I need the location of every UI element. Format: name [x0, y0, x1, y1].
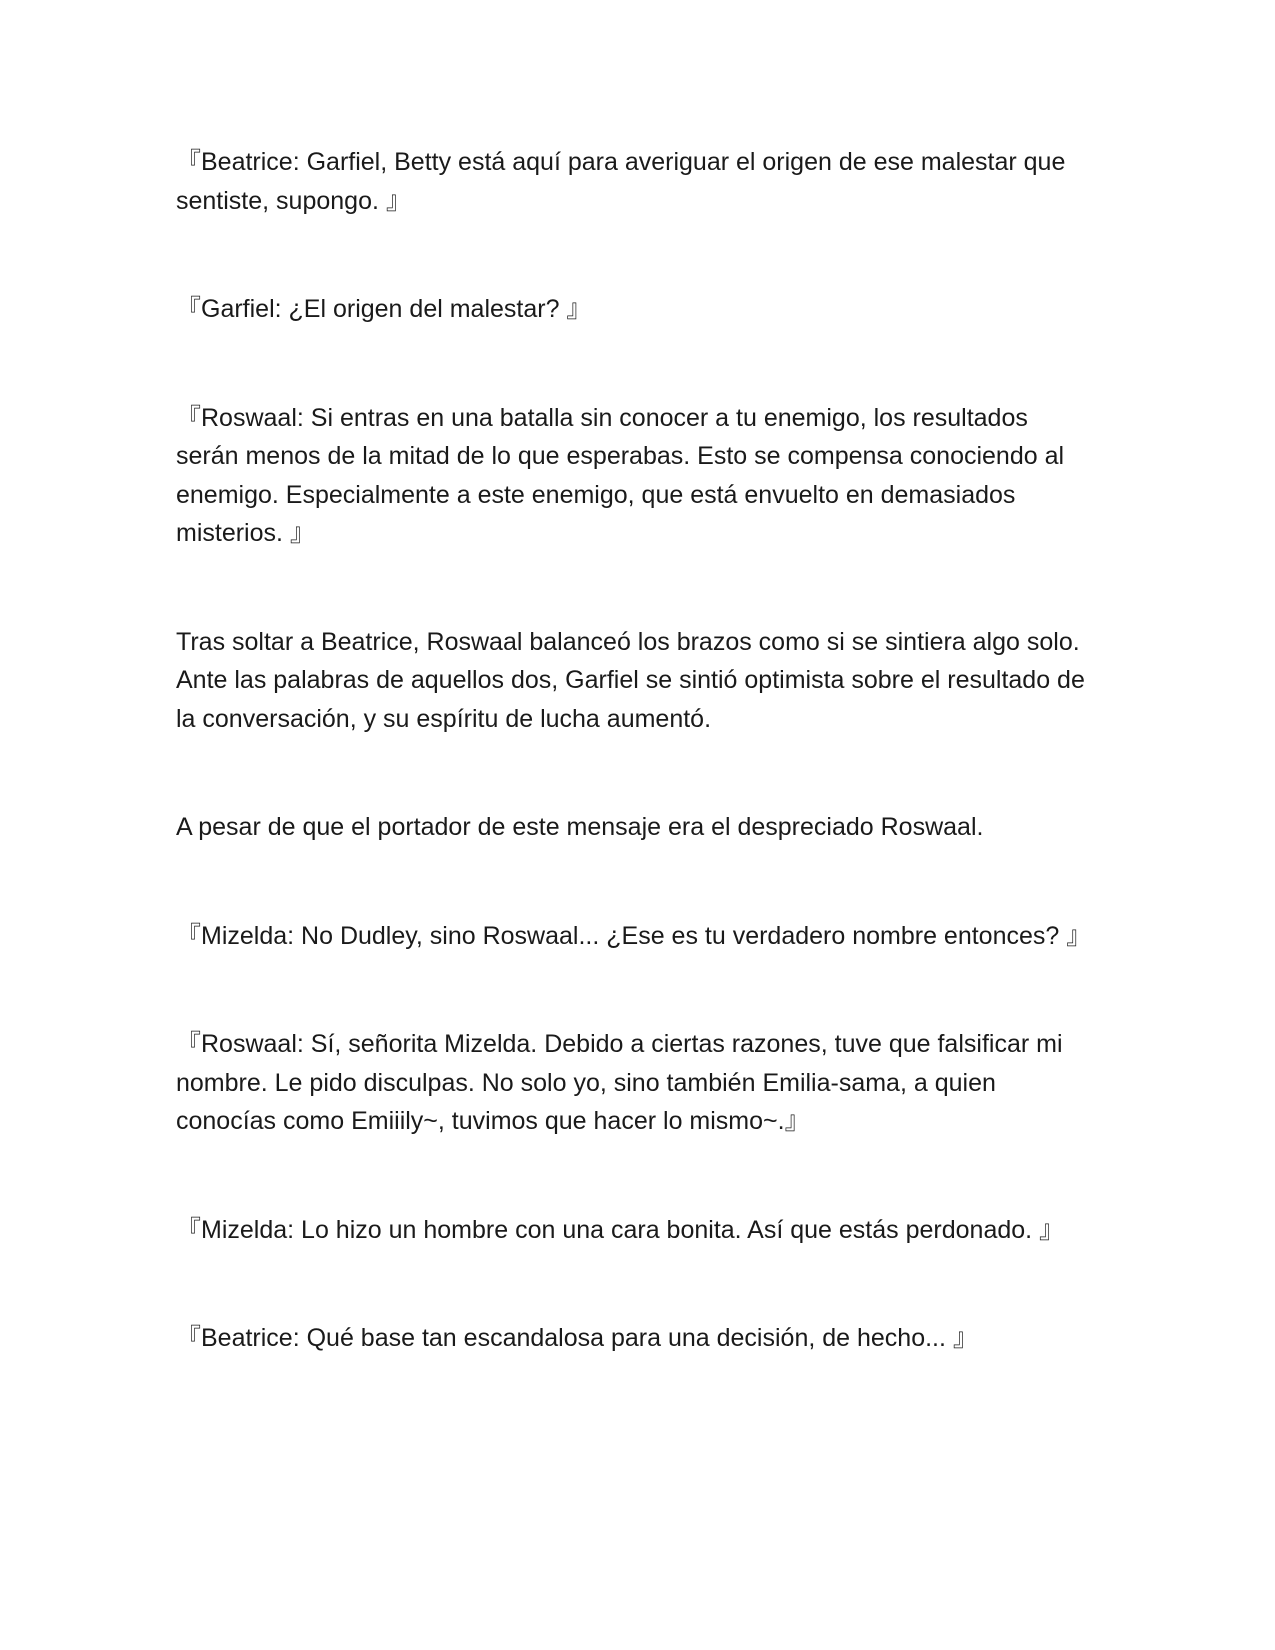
document-body	[176, 143, 1096, 1428]
narration-paragraph-2: A pesar de que el portador de este mensaje era el despreciado Roswaal.	[176, 813, 984, 841]
dialogue-paragraph-roswaal-2: 『Roswaal: Sí, señorita Mizelda. Debido a ciertas razones, tuve que falsificar mi nombre. Le pido disculpas. No solo yo, sino también Emilia-sama, a quien conocías como Emiiily~, tuvimos que hacer lo mismo~.』	[176, 1030, 1070, 1135]
dialogue-paragraph-beatrice-1: 『Beatrice: Garfiel, Betty está aquí para averiguar el origen de ese malestar que sentiste, supongo. 』	[176, 148, 1073, 215]
dialogue-paragraph-mizelda-1: 『Mizelda: No Dudley, sino Roswaal... ¿Ese es tu verdadero nombre entonces? 』	[176, 921, 1092, 950]
narration-paragraph-1: Tras soltar a Beatrice, Roswaal balanceó los brazos como si se sintiera algo solo. Ante las palabras de aquellos dos, Garfiel se sintió optimista sobre el resultado de la conversación, y su espíritu de lucha aumentó.	[176, 627, 1092, 733]
dialogue-paragraph-roswaal-1: 『Roswaal: Si entras en una batalla sin conocer a tu enemigo, los resultados serán menos de la mitad de lo que esperabas. Esto se compensa conociendo al enemigo. Especialmente a este enemigo, que está envuelto en demasiados misterios. 』	[176, 403, 1072, 547]
dialogue-paragraph-beatrice-2: 『Beatrice: Qué base tan escandalosa para una decisión, de hecho... 』	[176, 1324, 978, 1352]
dialogue-paragraph-garfiel: 『Garfiel: ¿El origen del malestar? 』	[176, 295, 592, 323]
dialogue-paragraph-mizelda-2: 『Mizelda: Lo hizo un hombre con una cara bonita. Así que estás perdonado. 』	[176, 1215, 1065, 1244]
